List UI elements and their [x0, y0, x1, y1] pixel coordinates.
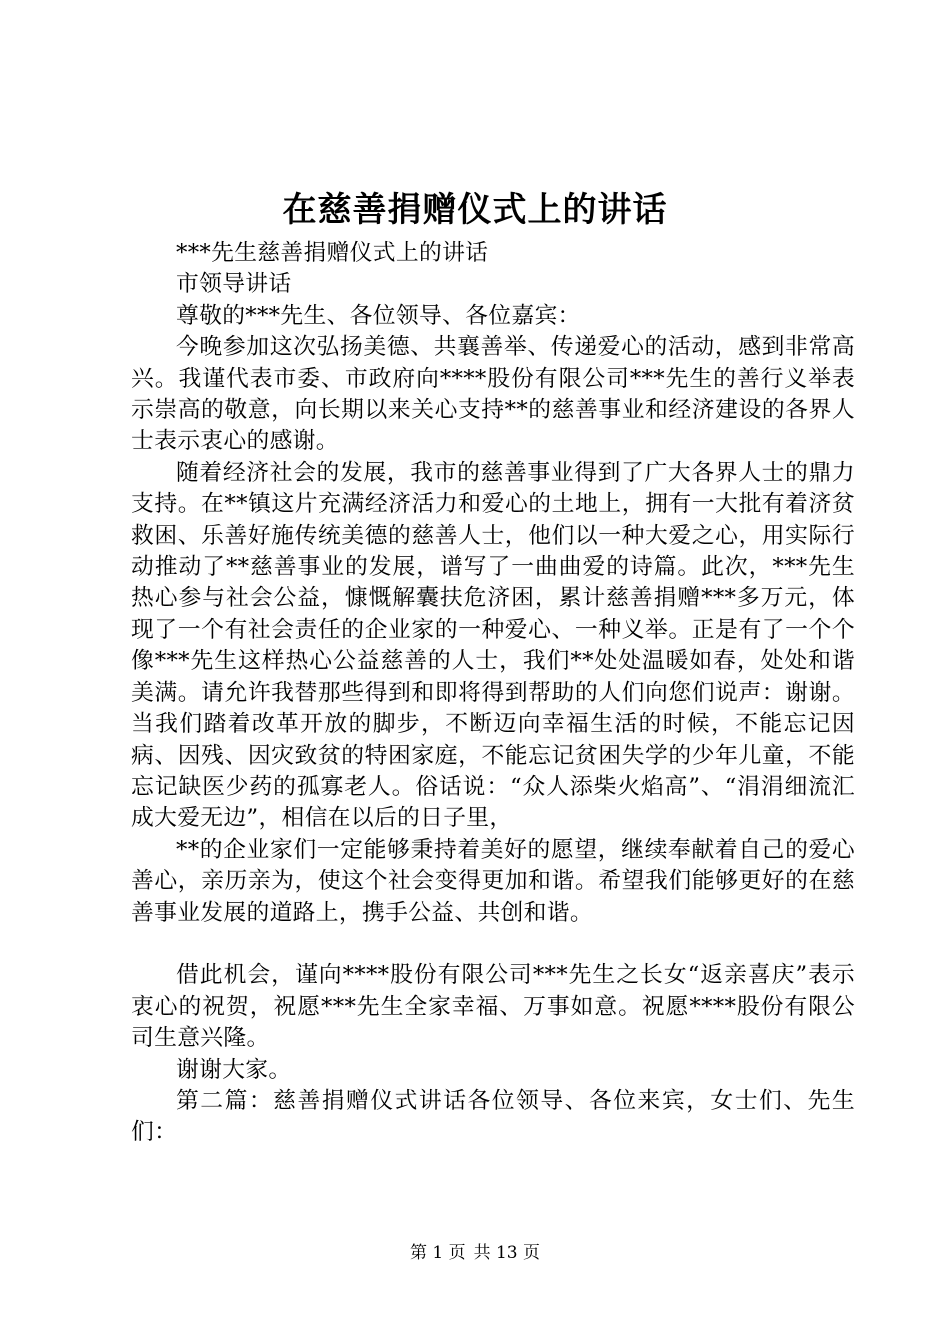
document-title: 在慈善捐赠仪式上的讲话 — [282, 190, 668, 230]
paragraph-second-part: 第二篇：慈善捐赠仪式讲话各位领导、各位来宾，女士们、先生们： — [131, 1087, 855, 1146]
paragraph-hope: **的企业家们一定能够秉持着美好的愿望，继续奉献着自己的爱心善心，亲历亲为，使这个社会变得更加和谐。希望我们能够更好的在慈善事业发展的道路上，携手公益、共创和谐。 — [131, 836, 855, 926]
paragraph-opening: 今晚参加这次弘扬美德、共襄善举、传递爱心的活动，感到非常高兴。我谨代表市委、市政府向****股份有限公司***先生的善行义举表示崇高的敬意，向长期以来关心支持**的慈善事业和经济建设的各界人士表示衷心的感谢。 — [131, 334, 855, 455]
paragraph-subtitle: ***先生慈善捐赠仪式上的讲话 — [176, 240, 489, 266]
paragraph-development: 随着经济社会的发展，我市的慈善事业得到了广大各界人士的鼎力支持。在**镇这片充满经济活力和爱心的土地上，拥有一大批有着济贫救困、乐善好施传统美德的慈善人士，他们以一种大爱之心，用实际行动推动了**慈善事业的发展，谱写了一曲曲爱的诗篇。此次，***先生热心参与社会公益，慷慨解囊扶危济困，累计慈善捐赠***多万元，体现了一个有社会责任的企业家的一种爱心、一种义举。正是有了一个个像***先生这样热心公益慈善的人士，我们**处处温暖如春，处处和谐美满。请允许我替那些得到和即将得到帮助的人们向您们说声：谢谢。当我们踏着改革开放的脚步，不断迈向幸福生活的时候，不能忘记因病、因残、因灾致贫的特困家庭，不能忘记贫困失学的少年儿童，不能忘记缺医少药的孤寡老人。俗话说：“众人添柴火焰高”、“涓涓细流汇成大爱无边”，相信在以后的日子里， — [131, 459, 855, 832]
paragraph-congratulation: 借此机会，谨向****股份有限公司***先生之长女“返亲喜庆”表示衷心的祝贺，祝愿***先生全家幸福、万事如意。祝愿****股份有限公司生意兴隆。 — [131, 962, 855, 1052]
page-number: 第 1 页 — [409, 1243, 466, 1263]
page-total: 共 13 页 — [473, 1243, 541, 1263]
page-footer — [0, 1241, 950, 1265]
paragraph-thanks: 谢谢大家。 — [176, 1056, 292, 1083]
paragraph-salutation: 尊敬的***先生、各位领导、各位嘉宾： — [176, 302, 581, 329]
document-body — [131, 238, 855, 1149]
paragraph-speaker: 市领导讲话 — [176, 271, 292, 298]
